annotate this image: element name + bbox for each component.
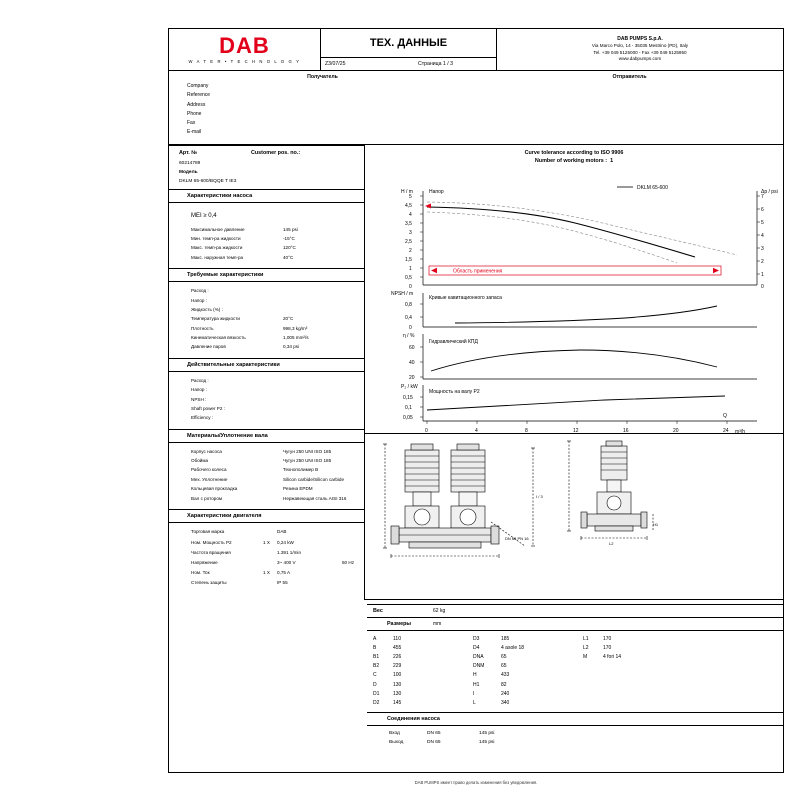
section-motor: Характеристики двигателя (169, 509, 364, 523)
row-label: Мин. темп-ра жидкости (191, 236, 241, 242)
dim-key: C (373, 672, 377, 679)
table-row (467, 634, 577, 643)
chart-motors-value: 1 (610, 158, 614, 165)
row-value (283, 307, 364, 312)
svg-text:60: 60 (409, 344, 415, 351)
table-row (169, 385, 364, 394)
axis-q-unit: m³/h (735, 428, 745, 435)
row-value: 145 psi (283, 226, 298, 232)
section-materials: Материалы/Уплотнение вала (169, 429, 364, 443)
table-row (169, 404, 364, 413)
dim-key: I (473, 690, 475, 697)
row-v3: 50 Hz (341, 559, 354, 565)
svg-text:0,05: 0,05 (403, 414, 413, 421)
svg-text:16: 16 (623, 427, 629, 434)
drawing-svg (365, 434, 783, 594)
sender-title: Отправитель (612, 74, 647, 80)
dim-key: DNM (473, 663, 485, 670)
row-value (283, 406, 364, 411)
row-label: Плотность (191, 325, 214, 331)
row-v1 (263, 529, 277, 534)
table-row (169, 243, 364, 252)
dim-val: 82 (501, 681, 507, 688)
field-email: E-mail (187, 129, 202, 136)
svg-text:1,5: 1,5 (405, 256, 412, 263)
table-row (367, 634, 467, 643)
left-column (169, 145, 365, 600)
recipient-fields (187, 82, 485, 138)
row-label: Efficiency : (191, 415, 214, 421)
table-row (169, 314, 364, 323)
chart-legend-model: DKLM 65-600 (637, 184, 668, 191)
row-value: 120°C (283, 245, 296, 251)
row-label: Расход : (191, 377, 209, 383)
table-row (367, 689, 467, 698)
document-header (169, 29, 783, 71)
svg-text:0: 0 (761, 283, 764, 290)
svg-text:3: 3 (761, 245, 764, 252)
dimensions-unit: mm (433, 621, 442, 627)
table-row (367, 652, 467, 661)
row-value (283, 378, 364, 383)
table-row (467, 662, 577, 671)
svg-text:4: 4 (761, 232, 764, 239)
dim-key: A (373, 635, 377, 642)
article-label: Арт. № (179, 149, 198, 156)
table-row (467, 671, 577, 680)
row-value (283, 288, 364, 293)
row-value: Чугун 250 UNI ISO 185 (283, 448, 332, 454)
section-required-characteristics: Требуемые характеристики (169, 268, 364, 282)
table-row (169, 537, 364, 547)
customer-pos-label: Customer pos. no.: (251, 149, 301, 156)
dim-val: 185 (501, 635, 510, 642)
row-value (283, 397, 364, 402)
dim-val: 226 (393, 653, 402, 660)
axis-dp-label: Δp / psi (761, 188, 778, 195)
dim-val: 130 (393, 690, 402, 697)
logo-tagline: W A T E R • T E C H N O L O G Y (188, 59, 301, 64)
row-value: 40°C (283, 254, 294, 260)
svg-text:0,4: 0,4 (405, 314, 412, 321)
row-label: Напряжение (191, 559, 218, 565)
table-row (169, 324, 364, 333)
pump-drawings (365, 434, 783, 600)
table-row (367, 671, 467, 680)
dim-key: L1 (583, 635, 589, 642)
conn-dn: DN 65 (427, 730, 441, 736)
svg-text:0,1: 0,1 (405, 404, 412, 411)
table-row (367, 729, 783, 738)
header-subrow (321, 57, 496, 70)
row-v2: 0,24 kW (277, 539, 294, 545)
table-row (367, 643, 467, 652)
company-info (497, 29, 783, 70)
table-row (169, 394, 364, 403)
svg-text:4: 4 (475, 427, 478, 434)
chart-motors-label: Number of working motors : (534, 158, 608, 165)
row-v3 (329, 550, 364, 555)
dim-val: 170 (603, 635, 612, 642)
svg-text:0,15: 0,15 (403, 394, 413, 401)
table-row (169, 456, 364, 465)
l2-label: L2 (609, 540, 614, 546)
dim-val: 229 (393, 663, 402, 670)
application-area-label: Область применения (453, 268, 503, 274)
svg-text:2,5: 2,5 (405, 238, 412, 245)
document-page (168, 28, 784, 773)
row-label: Вал с ротором (191, 495, 223, 501)
chart-tolerance-title: Curve tolerance according to ISO 9906 (524, 149, 624, 156)
article-code: 60214789 (179, 160, 201, 166)
row-label: Давление паров (191, 344, 226, 350)
row-label: Макс. темп-ра жидкости (191, 245, 243, 251)
dim-key: D (373, 681, 377, 688)
dim-val: 4 asole 18 (501, 644, 525, 651)
dim-key: L (473, 699, 476, 706)
row-label: NPSH : (191, 396, 207, 402)
logo-text: DAB (219, 33, 270, 58)
svg-text:3,5: 3,5 (405, 220, 412, 227)
dim-key: D4 (473, 644, 480, 651)
row-v1 (263, 550, 277, 555)
row-value: Чугун 250 UNI ISO 185 (283, 458, 332, 464)
row-label: Жидкость (%) : (191, 306, 223, 312)
row-label: Степень защиты (191, 580, 227, 586)
svg-text:I / 3: I / 3 (536, 493, 543, 499)
row-label: Торговая марка (191, 529, 225, 535)
axis-head-label: H / m (401, 188, 413, 195)
table-row (577, 643, 697, 652)
row-label: Макс. наружная темп-ра (191, 254, 244, 260)
conn-pressure: 145 psi (479, 739, 495, 745)
row-v2: DAB (277, 529, 287, 535)
svg-text:0,5: 0,5 (405, 274, 412, 281)
row-label: Ном. Мощность P2 (191, 539, 232, 545)
row-label: Кольцевая прокладка (191, 486, 238, 492)
table-row (169, 568, 364, 578)
table-row (467, 698, 577, 707)
row-v2: 0,75 A (277, 570, 291, 576)
table-row (169, 305, 364, 314)
table-row (169, 447, 364, 456)
row-label: Обойма (191, 458, 209, 464)
field-address: Address (187, 101, 206, 108)
row-label: Ном. Ток (191, 570, 210, 576)
svg-text:7: 7 (761, 193, 764, 200)
field-reference: Reference (187, 92, 211, 99)
dim-key: H1 (473, 681, 480, 688)
dim-key: D3 (473, 635, 480, 642)
dim-key: M (583, 653, 588, 660)
dim-val: 110 (393, 635, 401, 642)
dimensions-table (367, 631, 783, 712)
field-company: Company (187, 83, 209, 89)
row-v2: 3~ 400 V (277, 559, 296, 565)
svg-text:20: 20 (673, 427, 679, 434)
mei-value: MEI ≥ 0,4 (191, 212, 217, 219)
row-v3 (329, 529, 364, 534)
dim-key: H (473, 672, 477, 679)
header-title-block (321, 29, 497, 70)
dim-val: 433 (501, 672, 510, 679)
section-actual-characteristics: Действительные характеристики (169, 358, 364, 372)
row-value: -15°C (283, 236, 295, 242)
svg-text:24: 24 (723, 427, 729, 434)
row-value (283, 298, 364, 303)
row-value: Технополимер B (283, 467, 319, 473)
row-value: Резина EPDM (283, 486, 313, 492)
dim-val: 100 (393, 672, 402, 679)
model-value: DKLM 65-600/BQQE T IE3 (179, 178, 237, 184)
field-phone: Phone (187, 110, 202, 117)
dn-label: DN 65 PN 16 (505, 535, 529, 541)
row-value: 998,3 kg/m³ (283, 325, 308, 331)
row-v1 (263, 580, 277, 585)
table-row (467, 652, 577, 661)
section-pump-characteristics: Характеристики насоса (169, 189, 364, 203)
table-row (169, 342, 364, 351)
row-label: Мех. Уплотнение (191, 476, 228, 482)
row-label: Расход : (191, 288, 209, 294)
performance-chart (365, 145, 783, 434)
main-content (169, 145, 783, 600)
table-row (169, 484, 364, 493)
dim-val: 145 (393, 699, 402, 706)
svg-text:2: 2 (761, 258, 764, 265)
table-row (577, 652, 697, 661)
row-label: Напор : (191, 387, 208, 393)
axis-eta-label: η / % (403, 332, 415, 339)
row-label: Температура жидкости (191, 316, 241, 322)
company-address: Via Marco Polo, 14 - 35035 Mestrino (PD), Italy (591, 43, 689, 49)
svg-text:0: 0 (409, 324, 412, 331)
svg-text:5: 5 (761, 219, 764, 226)
table-row (169, 234, 364, 243)
dim-key: DNA (473, 653, 484, 660)
dim-val: 170 (603, 644, 612, 651)
dim-val: 65 (501, 653, 507, 660)
row-value: 1,005 mm²/s (283, 335, 309, 341)
company-web: www.dabpumps.com (618, 56, 662, 62)
row-value: 20°C (283, 316, 294, 322)
axis-power-label: P₂ / kW (401, 383, 418, 390)
dim-key: D1 (373, 690, 380, 697)
row-v3 (329, 580, 364, 585)
table-row (169, 493, 364, 502)
table-row (169, 465, 364, 474)
svg-text:8: 8 (525, 427, 528, 434)
svg-text:4: 4 (409, 211, 412, 218)
row-value: Silicon carbide/Silicon carbide (283, 476, 345, 482)
table-row (169, 225, 364, 234)
model-label: Модель (179, 169, 198, 175)
dim-key: B1 (373, 653, 380, 660)
table-row (169, 333, 364, 342)
svg-text:20: 20 (409, 374, 415, 381)
svg-text:6: 6 (761, 206, 764, 213)
dim-key: D2 (373, 699, 380, 706)
bottom-tables (367, 604, 783, 751)
row-v2: IP 55 (277, 580, 288, 586)
row-label: Рабочего колеса (191, 467, 227, 473)
table-row (169, 295, 364, 304)
company-phone: Tel. +39 049 5125000 - Fax +39 049 5125950 (593, 49, 687, 55)
axis-q-label: Q (723, 412, 727, 419)
row-v3 (329, 570, 364, 575)
dim-val: 455 (393, 644, 402, 651)
row-label: Максимальное давление (191, 226, 245, 232)
axis-npsh-label: NPSH / m (391, 290, 414, 297)
row-value: 0,34 psi (283, 344, 300, 350)
table-row (467, 689, 577, 698)
svg-text:0: 0 (409, 283, 412, 290)
table-row (467, 643, 577, 652)
table-row (467, 680, 577, 689)
row-v1 (263, 560, 277, 565)
svg-text:0: 0 (425, 427, 428, 434)
row-value (283, 415, 364, 420)
conn-pressure: 145 psi (479, 730, 495, 736)
recipient-title: Получатель (307, 74, 338, 80)
connections-title: Соединения насоса (367, 713, 783, 726)
table-row (169, 547, 364, 557)
svg-text:1: 1 (761, 271, 764, 278)
row-label: Частота вращения (191, 549, 231, 555)
chart-napor-label: Напор (429, 188, 444, 195)
row-v1: 1 X (263, 570, 270, 576)
dimensions-title: Размеры (387, 621, 412, 627)
svg-text:4,5: 4,5 (405, 202, 412, 209)
field-fax: Fax (187, 120, 196, 126)
conn-key: Выход (389, 739, 404, 745)
chart-eta-label: Гидравлический КПД (429, 338, 478, 345)
row-value (283, 387, 364, 392)
dim-key: B (373, 644, 377, 651)
table-row (169, 475, 364, 484)
dim-val: 340 (501, 699, 510, 706)
weight-value: 62 kg (433, 608, 446, 614)
dim-key: B2 (373, 663, 380, 670)
chart-power-label: Мощность на валу P2 (429, 388, 480, 395)
table-row (169, 413, 364, 422)
row-v2: 1.391 1/min (277, 549, 302, 555)
row-label: Корпус насоса (191, 448, 222, 454)
dim-val: 240 (501, 690, 510, 697)
chart-npsh-label: Кривые кавитационного запаса (429, 294, 502, 301)
dim-val: 130 (393, 681, 402, 688)
row-v3 (329, 540, 364, 545)
weight-row (367, 605, 783, 618)
svg-text:5: 5 (409, 193, 412, 200)
row-label: Кинематическая вязкость (191, 335, 246, 341)
connections-table (367, 712, 783, 751)
svg-text:40: 40 (409, 359, 415, 366)
company-name: DAB PUMPS S.p.A. (617, 35, 663, 42)
h1-label: H1 (653, 521, 659, 527)
dimensions-head (367, 618, 783, 631)
chart-svg (365, 171, 783, 439)
page-number: Страница 1 / 3 (417, 61, 454, 67)
row-value: Нержавеющая сталь AISI 316 (283, 495, 347, 501)
dim-key: L2 (583, 644, 589, 651)
weight-label: Вес (373, 608, 383, 614)
table-row (367, 662, 467, 671)
table-row (367, 698, 467, 707)
row-label: Напор : (191, 297, 208, 303)
page-footer: DAB PUMPS имеет право делать изменения без уведомления. (414, 780, 538, 785)
dim-val: 4 fori 14 (603, 653, 622, 660)
table-row (367, 738, 783, 747)
table-row (169, 376, 364, 385)
table-row (367, 680, 467, 689)
row-v1: 1 X (263, 539, 270, 545)
table-row (577, 634, 697, 643)
table-row (169, 527, 364, 537)
conn-key: Вход (389, 730, 400, 736)
table-row (169, 557, 364, 567)
dim-val: 65 (501, 663, 507, 670)
table-row (169, 286, 364, 295)
table-row (169, 253, 364, 262)
conn-dn: DN 65 (427, 739, 441, 745)
table-row (169, 578, 364, 588)
svg-text:12: 12 (573, 427, 579, 434)
svg-text:3: 3 (409, 229, 412, 236)
svg-text:2: 2 (409, 247, 412, 254)
svg-text:0,8: 0,8 (405, 301, 412, 308)
page-title: ТЕХ. ДАННЫЕ (369, 37, 448, 49)
row-label: Shaft power P2 : (191, 405, 225, 411)
article-row (169, 146, 364, 159)
recipient-block (169, 71, 783, 145)
dab-logo (169, 29, 321, 70)
right-column (365, 145, 783, 600)
doc-code: Z3/07/25 (325, 61, 346, 67)
svg-text:1: 1 (409, 265, 412, 272)
